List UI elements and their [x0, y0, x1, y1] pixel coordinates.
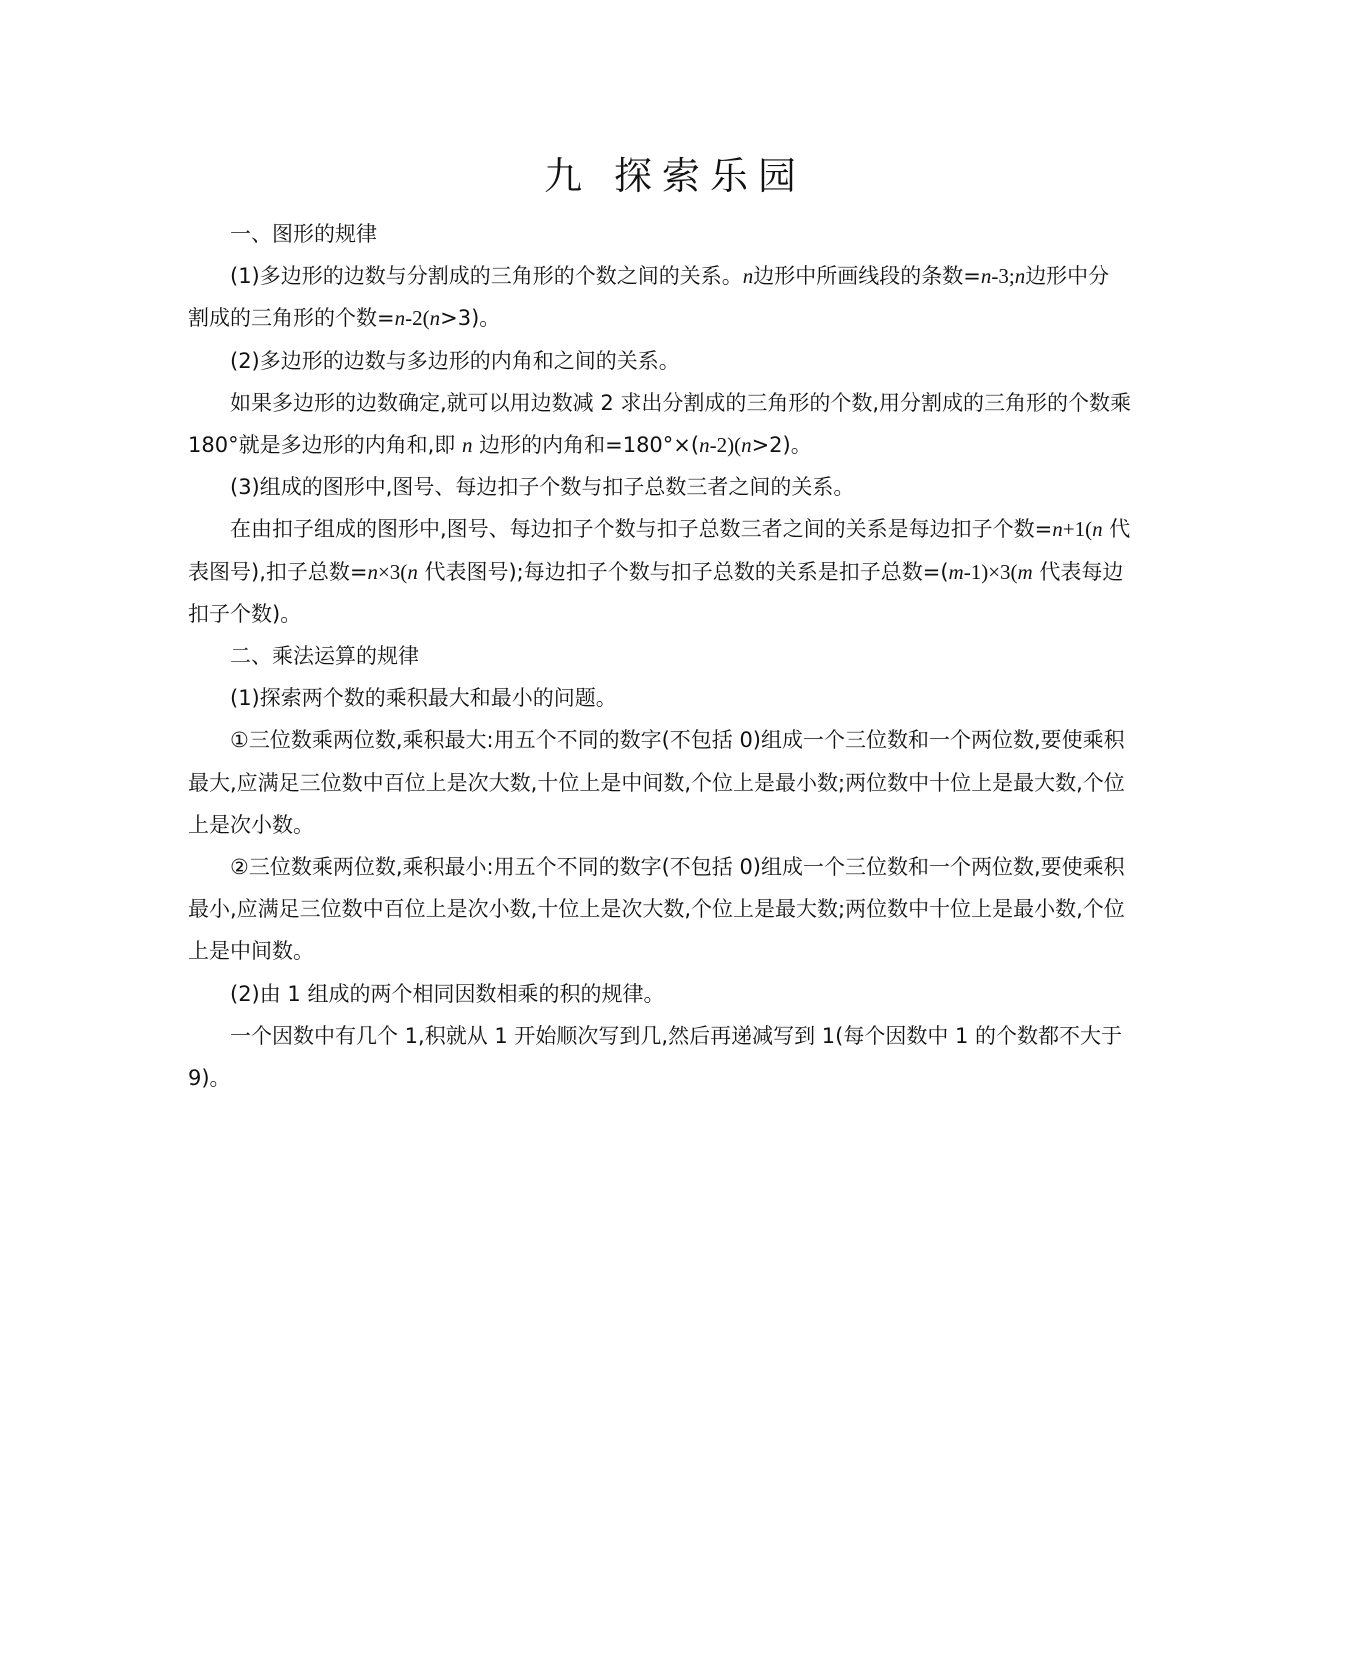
paragraph-max-product-line1: ①三位数乘两位数,乘积最大:用五个不同的数字(不包括 0)组成一个三位数和一个两位数,要使乘积: [230, 728, 1125, 753]
math-var: n: [461, 433, 473, 458]
math-var: n: [367, 559, 378, 584]
math-var: m: [1017, 559, 1033, 584]
paragraph-buttons-heading: (3)组成的图形中,图号、每边扣子个数与扣子总数三者之间的关系。: [230, 475, 855, 500]
math-var: n: [394, 306, 406, 331]
math-var: n: [429, 306, 441, 331]
math-var: n: [741, 433, 752, 458]
paragraph-max-product-line3: 上是次小数。: [188, 812, 314, 837]
text-run: +1(: [1062, 517, 1093, 542]
text-run: -2)(: [709, 433, 742, 458]
paragraph-polygon-triangles-line1: [188, 255, 1163, 297]
paragraph-min-product-line2: 最小,应满足三位数中百位上是次小数,十位上是次大数,个位上是最大数;两位数中十位上是最小数,个位: [188, 897, 1125, 922]
document-body: [188, 213, 1163, 1099]
math-var: n: [407, 559, 418, 584]
text-run: >3)。: [440, 306, 501, 331]
text-run: 边形的内角和=180°×(: [472, 433, 700, 458]
text-run: >2)。: [751, 433, 812, 458]
math-var: m: [948, 559, 964, 584]
text-run: (1)多边形的边数与分割成的三角形的个数之间的关系。: [230, 264, 743, 289]
text-run: 边形中所画线段的条数=: [753, 264, 981, 289]
paragraph-buttons-line1: [188, 508, 1163, 550]
math-var: n: [1052, 517, 1063, 542]
paragraph-buttons-line3: 扣子个数)。: [188, 601, 302, 626]
math-var: n: [1014, 264, 1026, 289]
text-run: 表图号),扣子总数=: [188, 559, 368, 584]
section-heading-shapes: 一、图形的规律: [230, 222, 377, 246]
paragraph-interior-angle-heading: (2)多边形的边数与多边形的内角和之间的关系。: [230, 348, 680, 373]
paragraph-repunit-line1: 一个因数中有几个 1,积就从 1 开始顺次写到几,然后再递减写到 1(每个因数中 1 的个数都不大于: [230, 1023, 1123, 1048]
text-run: 代表每边: [1032, 559, 1124, 584]
paragraph-buttons-line2: [188, 551, 1163, 593]
text-run: ×3(: [377, 559, 408, 584]
text-run: -1)×3(: [963, 559, 1018, 584]
text-run: 在由扣子组成的图形中,图号、每边扣子个数与扣子总数三者之间的关系是每边扣子个数=: [230, 517, 1053, 542]
paragraph-min-product-line3: 上是中间数。: [188, 939, 314, 964]
paragraph-min-product-line1: ②三位数乘两位数,乘积最小:用五个不同的数字(不包括 0)组成一个三位数和一个两位数,要使乘积: [230, 855, 1125, 880]
text-run: 割成的三角形的个数=: [188, 306, 395, 331]
math-var: n: [1092, 517, 1103, 542]
text-run: 代表图号);每边扣子个数与扣子总数的关系是扣子总数=(: [417, 559, 949, 584]
paragraph-max-product-line2: 最大,应满足三位数中百位上是次大数,十位上是中间数,个位上是最小数;两位数中十位上是最大数,个位: [188, 770, 1125, 795]
text-run: 180°就是多边形的内角和,即: [188, 433, 462, 458]
math-var: n: [980, 264, 992, 289]
math-var: n: [742, 264, 754, 289]
text-run: -2(: [405, 306, 430, 331]
page-title: 九 探索乐园: [543, 154, 807, 198]
paragraph-repunit-heading: (2)由 1 组成的两个相同因数相乘的积的规律。: [230, 981, 665, 1006]
paragraph-repunit-line2: 9)。: [188, 1066, 231, 1091]
paragraph-polygon-triangles-line2: [188, 297, 1163, 339]
paragraph-interior-angle-line2: [188, 424, 1163, 466]
text-run: -3;: [991, 264, 1015, 289]
section-heading-multiplication: 二、乘法运算的规律: [230, 644, 419, 669]
paragraph-interior-angle-line1: 如果多边形的边数确定,就可以用边数减 2 求出分割成的三角形的个数,用分割成的三角形的个数乘: [230, 390, 1132, 415]
paragraph-product-heading: (1)探索两个数的乘积最大和最小的问题。: [230, 686, 617, 711]
math-var: n: [699, 433, 710, 458]
text-run: 代: [1102, 517, 1131, 542]
text-run: 边形中分: [1025, 264, 1110, 289]
